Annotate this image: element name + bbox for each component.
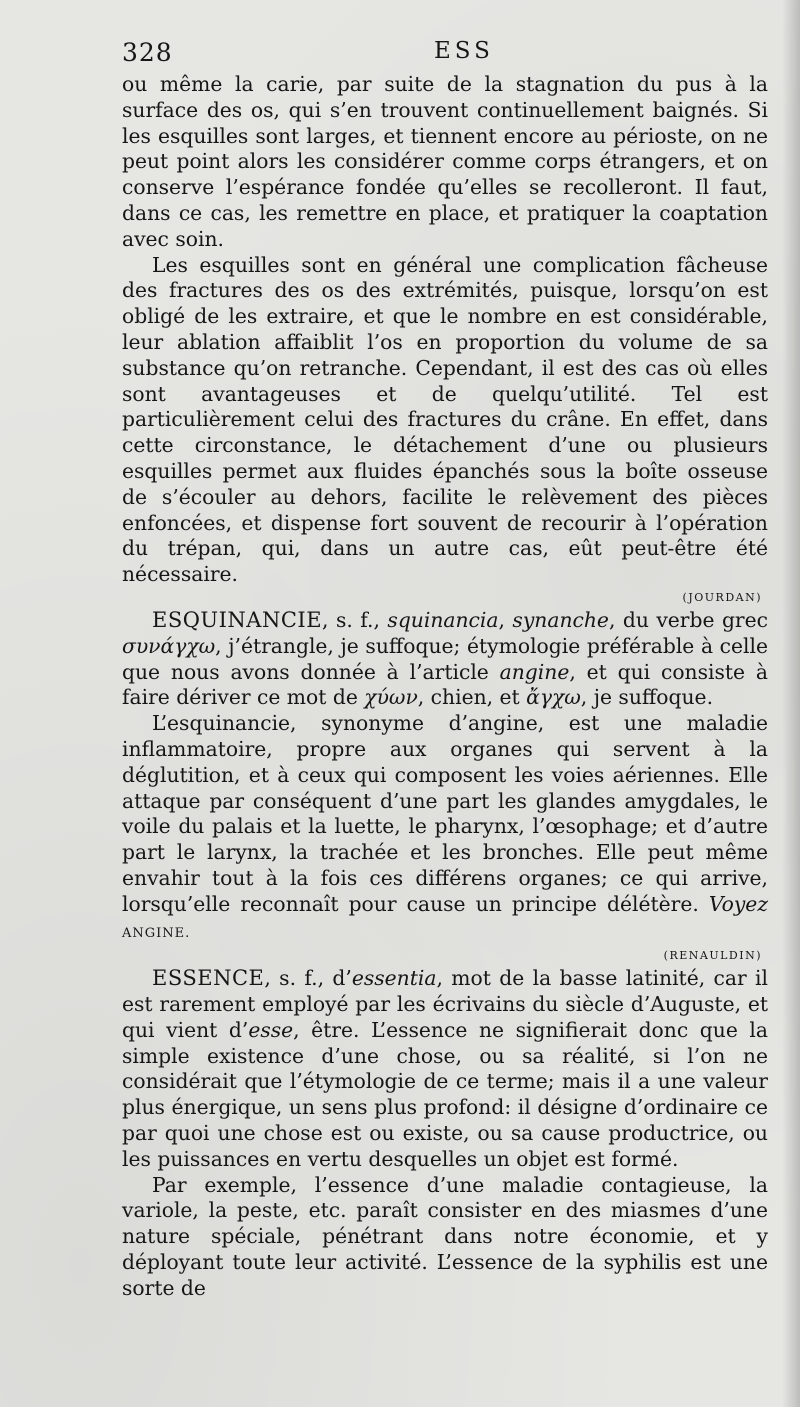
see-also-angine: ANGINE. — [122, 925, 191, 941]
greek-term: χύων — [364, 685, 418, 710]
paragraph-essence-example: Par exemple, l’essence d’une maladie contagieuse, la variole, la peste, etc. paraît consister en des miasmes d’une nature spéciale, pénétrant dans notre économie, et y déployant toute leur activité. L’essence de la syphilis est une sorte de — [122, 1172, 768, 1300]
page-header — [122, 38, 772, 70]
entry-essence: ESSENCE, s. f., d’essentia, mot de la basse latinité, car il est rarement employé par les écrivains du siècle d’Auguste, et qui vient d’esse, être. L’essence ne signifierait donc que la simple existence d’une chose, ou sa réalité, si l’on ne considérait que l’étymologie de ce terme; mais il a une valeur plus énergique, un sens plus profond: il désigne d’ordinaire ce par quoi une chose est ou existe, ou sa cause productrice, ou les puissances en vertu desquelles un objet est formé. — [122, 966, 769, 1171]
body-text — [122, 72, 768, 1302]
paragraph-esquilles-complication: Les esquilles sont en général une complication fâcheuse des fractures des os des extrémités, puisque, lorsqu’on est obligé de les extraire, et que le nombre en est considérable, leur ablation affaiblit l’os en proportion du volume de sa substance qu’on retranche. Cependant, il est des cas où elles sont avantageuses et de quelqu’utilité. Tel est particulièrement celui des fractures du crâne. En effet, dans cette circonstance, le détachement d’une ou plusieurs esquilles permet aux fluides épanchés sous la boîte osseuse de s’écouler au dehors, facilite le relèvement des pièces enfoncées, et dispense fort souvent de recourir à l’opération du trépan, qui, dans un autre cas, eût peut-être été nécessaire. — [122, 252, 768, 587]
headword-esquinancie: ESQUINANCIE — [152, 607, 323, 632]
page-edge-shadow — [782, 0, 800, 1407]
page-number: 328 — [122, 38, 173, 67]
latin-term: squinancia — [387, 607, 499, 632]
paragraph-esquinancie-definition: L’esquinancie, synonyme d’angine, est une maladie inflammatoire, propre aux organes qui servent à la déglutition, et à ceux qui composent les voies aériennes. Elle attaque par conséquent d’une part les glandes amygdales, le voile du palais et la luette, le pharynx, l’œsophage; et d’autre part le larynx, la trachée et les bronches. Elle peut même envahir tout à la fois ces différens organes; ce qui arrive, lorsqu’elle reconnaît pour cause un principe délétère. Voyez ANGINE. — [122, 711, 768, 941]
author-signature-jourdan: (JOURDAN) — [682, 590, 762, 604]
cross-reference: angine — [499, 659, 570, 684]
author-signature-renauldin: (RENAULDIN) — [663, 949, 762, 963]
latin-term: essentia — [351, 966, 437, 991]
paragraph-esquilles-continued: ou même la carie, par suite de la stagnation du pus à la surface des os, qui s’en trouvent continuellement baignés. Si les esquilles sont larges, et tiennent encore au périoste, on ne peut point alors les considérer comme corps étrangers, et on conserve l’espérance fondée qu’elles se recolleront. Il faut, dans ce cas, les remettre en place, et pratiquer la coaptation avec soin. — [122, 72, 768, 251]
greek-term: συνάγχω — [122, 633, 216, 658]
latin-term: synanche — [512, 607, 609, 632]
voyez-reference: Voyez — [708, 891, 768, 916]
entry-esquinancie: ESQUINANCIE, s. f., squinancia, synanche, du verbe grec συνάγχω, j’étrangle, je suffoque; étymologie préférable à celle que nous avons donnée à l’article angine, et qui consiste à faire dériver ce mot de χύων, chien, et ἄγχω, je suffoque. — [122, 607, 768, 710]
headword-essence: ESSENCE — [152, 966, 265, 991]
latin-term: esse — [248, 1017, 294, 1042]
running-head: ESS — [434, 38, 494, 64]
greek-term: ἄγχω — [526, 685, 581, 710]
